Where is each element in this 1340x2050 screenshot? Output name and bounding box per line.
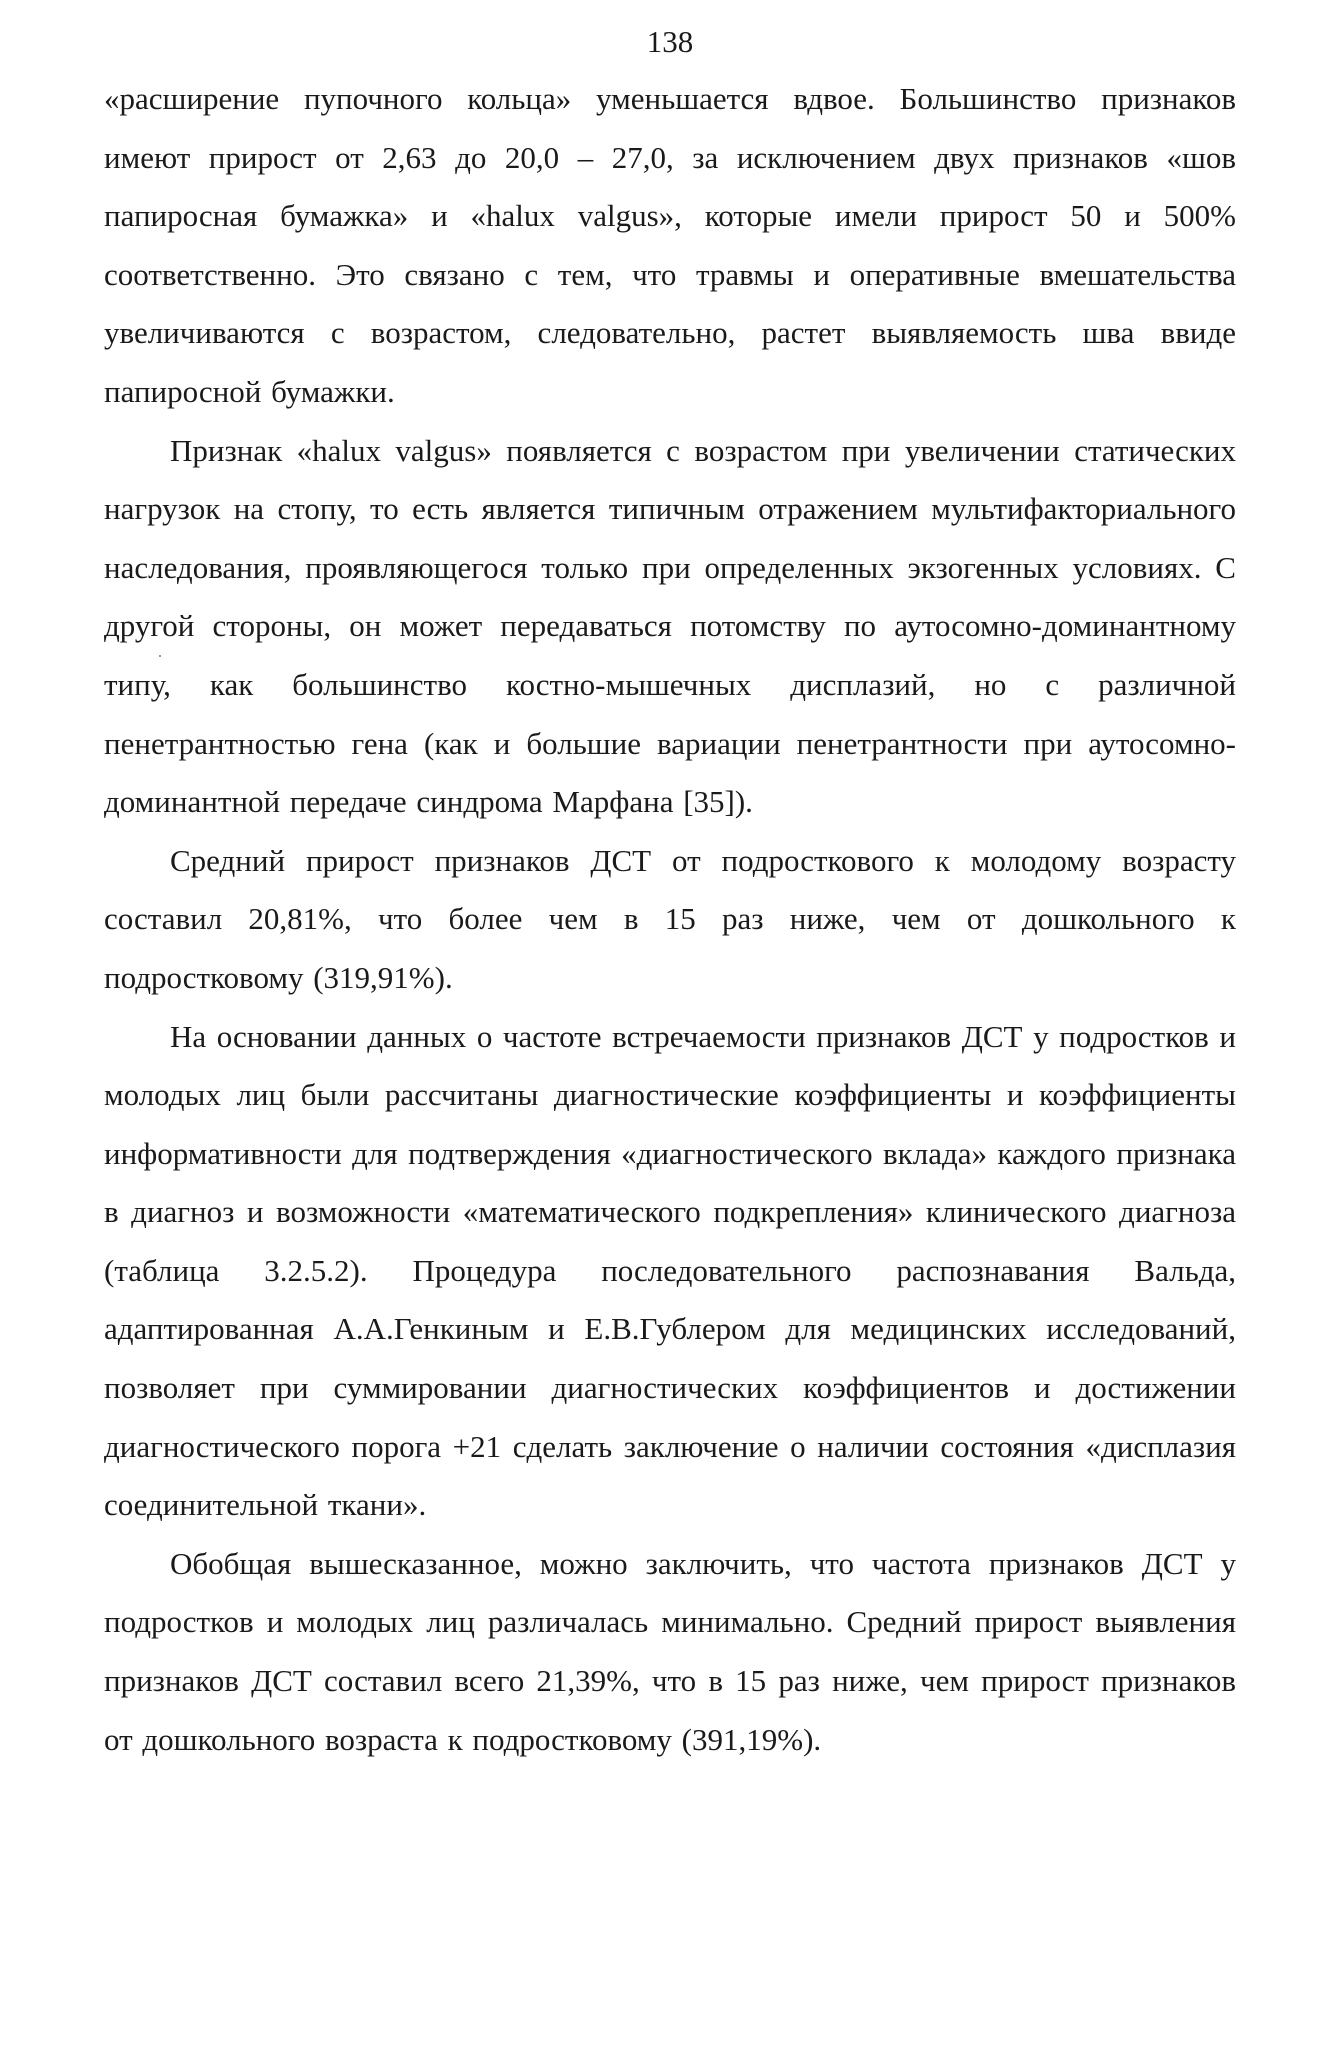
scan-speck [159, 655, 161, 657]
paragraph-summary: Обобщая вышесказанное, можно заключить, что частота признаков ДСТ у подростков и молодых лиц различалась минимально. Средний прирост выявления признаков ДСТ составил всего 21,39%, что в 15 раз ниже, чем прирост признаков от дошкольного возраста к подростковому (391,19%). [104, 1545, 1236, 1757]
paragraph-halux-valgus: Признак «halux valgus» появляется с возрастом при увеличении статических нагрузок на стопу, то есть является типичным отражением мультифакториального наследования, проявляющегося только при определенных экзогенных условиях. С другой стороны, он может передаваться потомству по аутосомно-доминантному типу, как большинство костно-мышечных дисплазий, но с различной пенетрантностью гена (как и большие вариации пенетрантности при аутосомно-доминантной передаче синдрома Марфана [35]). [104, 432, 1236, 820]
paragraph-continuation: «расширение пупочного кольца» уменьшается вдвое. Большинство признаков имеют прирост от 2,63 до 20,0 – 27,0, за исключением двух признаков «шов папиросная бумажка» и «halux valgus», которые имели прирост 50 и 500% соответственно. Это связано с тем, что травмы и оперативные вмешательства увеличиваются с возрастом, следовательно, растет выявляемость шва ввиде папиросной бумажки. [104, 81, 1236, 409]
body-text [104, 70, 1236, 1769]
paragraph-diagnostic-coefficients: На основании данных о частоте встречаемости признаков ДСТ у подростков и молодых лиц были рассчитаны диагностические коэффициенты и коэффициенты информативности для подтверждения «диагностического вклада» каждого признака в диагноз и возможности «математического подкрепления» клинического диагноза (таблица 3.2.5.2). Процедура последовательного распознавания Вальда, адаптированная А.А.Генкиным и Е.В.Гублером для медицинских исследований, позволяет при суммировании диагностических коэффициентов и достижении диагностического порога +21 сделать заключение о наличии состояния «дисплазия соединительной ткани». [104, 1018, 1236, 1523]
paragraph-average-growth: Средний прирост признаков ДСТ от подросткового к молодому возрасту составил 20,81%, что более чем в 15 раз ниже, чем от дошкольного к подростковому (319,91%). [104, 842, 1236, 995]
page-number: 138 [646, 24, 694, 59]
